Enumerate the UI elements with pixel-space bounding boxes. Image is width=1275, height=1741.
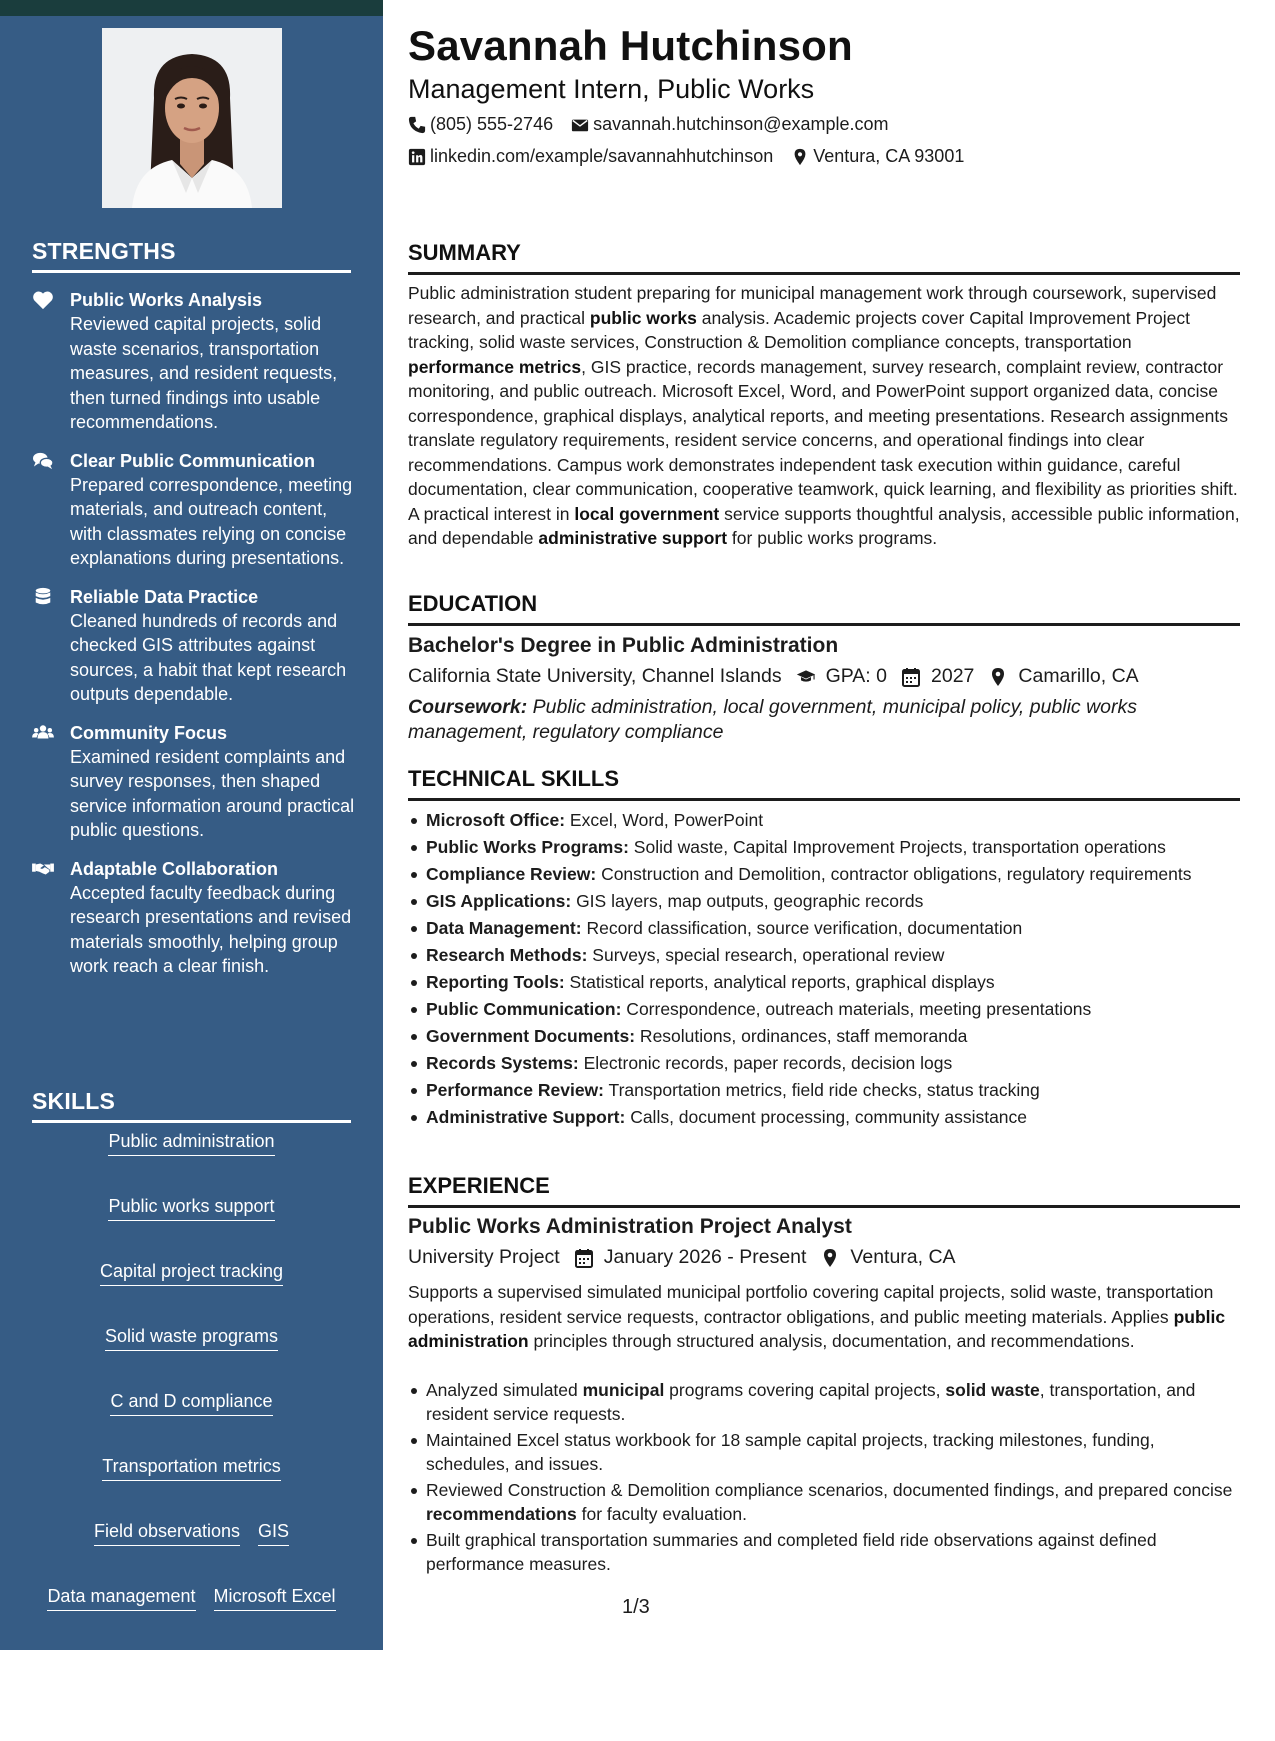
body-text: Maintained Excel status workbook for 18 sample capital projects, tracking milestones, funding, schedules, and issues.	[426, 1430, 1155, 1474]
envelope-icon	[571, 116, 589, 134]
emphasis-text: performance metrics	[408, 356, 582, 377]
technical-skill-item: Public Works Programs: Solid waste, Capital Improvement Projects, transportation operations	[408, 835, 1240, 859]
summary-heading: SUMMARY	[408, 240, 1240, 275]
technical-skill-item: Records Systems: Electronic records, paper records, decision logs	[408, 1051, 1240, 1075]
technical-skill-item: Performance Review: Transportation metrics, field ride checks, status tracking	[408, 1078, 1240, 1102]
emphasis-text: public works	[589, 307, 697, 328]
technical-skill-item: Research Methods: Surveys, special research, operational review	[408, 943, 1240, 967]
experience-intro	[408, 1280, 1240, 1354]
body-text: analysis. Academic projects cover Capital Improvement Project tracking, solid waste services, Construction & Demolition compliance concepts, transportation	[408, 307, 1190, 352]
map-marker-icon	[791, 148, 809, 166]
email-text: savannah.hutchinson@example.com	[593, 114, 889, 134]
strength-description: Cleaned hundreds of records and checked GIS attributes against sources, a habit that kept research outputs dependable.	[70, 610, 347, 704]
strength-description: Accepted faculty feedback during research presentations and revised materials smoothly, helping group work reach a clear finish.	[70, 882, 352, 976]
strength-item	[32, 585, 357, 707]
strength-description: Examined resident complaints and survey responses, then shaped service information around practical public questions.	[70, 746, 355, 840]
gpa-text: GPA: 0	[825, 665, 887, 687]
degree-title: Bachelor's Degree in Public Administration	[408, 634, 839, 657]
phone-text: (805) 555-2746	[430, 114, 554, 134]
body-text: Analyzed simulated	[426, 1380, 583, 1400]
skill-tag: Capital project tracking	[100, 1259, 283, 1286]
strengths-list	[32, 288, 357, 993]
handshake-icon	[32, 859, 54, 879]
technical-skill-item: Data Management: Record classification, source verification, documentation	[408, 916, 1240, 940]
emphasis-text: recommendations	[426, 1504, 577, 1524]
map-marker-icon	[820, 1248, 840, 1268]
job-location: Ventura, CA	[850, 1246, 956, 1268]
technical-skill-item: GIS Applications: GIS layers, map outputs, geographic records	[408, 889, 1240, 913]
calendar-icon	[574, 1248, 594, 1268]
skill-tag: Public works support	[108, 1194, 274, 1221]
phone-icon	[408, 116, 426, 134]
body-text: Public administration student preparing for municipal management work through coursework, supervised research, and practical	[408, 283, 1217, 328]
skill-tag: Data management	[47, 1584, 195, 1611]
strength-item	[32, 288, 357, 435]
skill-tag: Analytical reports	[48, 1649, 186, 1676]
experience-bullet	[408, 1428, 1240, 1476]
technical-skill-item: Microsoft Office: Excel, Word, PowerPoint	[408, 808, 1240, 832]
strength-item	[32, 857, 357, 979]
emphasis-text: public administration	[408, 1306, 1226, 1351]
contact-row-1	[408, 114, 907, 135]
contact-row-2	[408, 146, 982, 167]
strengths-heading: STRENGTHS	[32, 238, 351, 273]
database-icon	[32, 587, 54, 607]
technical-skills-list	[408, 808, 1240, 1132]
technical-skill-item: Public Communication: Correspondence, outreach materials, meeting presentations	[408, 997, 1240, 1021]
graduation-year: 2027	[931, 665, 975, 687]
skills-heading: SKILLS	[32, 1088, 351, 1123]
location-text: Ventura, CA 93001	[813, 146, 965, 166]
strength-title: Community Focus	[70, 722, 228, 743]
linkedin-text: linkedin.com/example/savannahhutchinson	[430, 146, 774, 166]
candidate-name: Savannah Hutchinson	[408, 22, 853, 69]
technical-skills-heading: TECHNICAL SKILLS	[408, 766, 1240, 801]
profile-photo	[102, 28, 282, 208]
strength-title: Reliable Data Practice	[70, 586, 259, 607]
education-location: Camarillo, CA	[1018, 665, 1139, 687]
body-text: principles through structured analysis, documentation, and recommendations.	[528, 1331, 1135, 1351]
page-number: 1/3	[622, 1596, 650, 1618]
emphasis-text: administrative support	[538, 528, 728, 548]
linkedin-icon	[408, 148, 426, 166]
technical-skill-item: Reporting Tools: Statistical reports, analytical reports, graphical displays	[408, 970, 1240, 994]
skill-tag: Microsoft Excel	[214, 1584, 336, 1611]
skill-tag: Survey research	[204, 1649, 335, 1676]
summary-text	[408, 281, 1240, 551]
skill-tag: GIS	[258, 1519, 289, 1546]
body-text: programs covering capital projects,	[664, 1380, 946, 1400]
skill-tag: Field observations	[94, 1519, 240, 1546]
emphasis-text: municipal	[582, 1380, 665, 1400]
strength-item	[32, 721, 357, 843]
technical-skill-item: Government Documents: Resolutions, ordinances, staff memoranda	[408, 1024, 1240, 1048]
skill-tag: Public outreach	[129, 1714, 253, 1741]
education-heading: EDUCATION	[408, 591, 1240, 626]
body-text: Supports a supervised simulated municipal portfolio covering capital projects, solid waste, transportation operations, resident service requests, contractor obligations, and public meeting materials. Applies	[408, 1282, 1214, 1327]
experience-bullet	[408, 1528, 1240, 1576]
skill-tag: Solid waste programs	[105, 1324, 278, 1351]
heart-icon	[32, 290, 54, 310]
skills-cloud	[32, 1129, 351, 1741]
calendar-icon	[901, 667, 921, 687]
users-icon	[32, 723, 54, 743]
coursework	[408, 695, 1208, 744]
skill-tag: Transportation metrics	[102, 1454, 280, 1481]
skill-tag: Public administration	[108, 1129, 274, 1156]
experience-bullet	[408, 1478, 1240, 1526]
emphasis-text: solid waste	[945, 1380, 1040, 1400]
map-marker-icon	[988, 667, 1008, 687]
organization: University Project	[408, 1246, 560, 1268]
strength-title: Adaptable Collaboration	[70, 858, 279, 879]
technical-skill-item: Administrative Support: Calls, document processing, community assistance	[408, 1105, 1240, 1129]
profile-photo-illustration	[102, 28, 282, 208]
body-text: for public works programs.	[727, 528, 938, 548]
experience-heading: EXPERIENCE	[408, 1173, 1240, 1208]
body-text: service supports thoughtful analysis, accessible public information, and dependable	[408, 503, 1240, 548]
graduation-cap-icon	[796, 667, 816, 687]
experience-meta	[408, 1246, 970, 1269]
body-text: for faculty evaluation.	[576, 1504, 747, 1524]
experience-bullets	[408, 1378, 1240, 1578]
school-name: California State University, Channel Islands	[408, 665, 782, 687]
candidate-role: Management Intern, Public Works	[408, 74, 815, 104]
strength-title: Clear Public Communication	[70, 450, 316, 471]
strength-title: Public Works Analysis	[70, 290, 263, 310]
job-title: Public Works Administration Project Analyst	[408, 1215, 852, 1238]
body-text: , transportation, and resident service requests.	[426, 1380, 1196, 1424]
coursework-label: Coursework:	[408, 696, 528, 718]
body-text: , GIS practice, records management, survey research, complaint review, contractor monitoring, and public outreach. Microsoft Excel, Word, and PowerPoint support organized data, concise correspondence, graphical displays, analytical reports, and meeting presentations. Research assignments translate regulatory requirements, resident service concerns, and operational findings into clear recommendations. Campus work demonstrates independent task execution within guidance, careful documentation, clear communication, cooperative teamwork, quick learning, and flexibility as priorities shift. A practical interest in	[408, 356, 1238, 524]
body-text: Built graphical transportation summaries and completed field ride observations against defined performance measures.	[426, 1530, 1157, 1574]
strength-item	[32, 449, 357, 571]
experience-bullet	[408, 1378, 1240, 1426]
emphasis-text: local government	[574, 503, 720, 524]
sidebar-top-band	[0, 0, 383, 16]
skill-tag: C and D compliance	[110, 1389, 272, 1416]
job-dates: January 2026 - Present	[603, 1246, 807, 1268]
body-text: Reviewed Construction & Demolition compliance scenarios, documented findings, and prepared concise	[426, 1480, 1233, 1500]
coursework-text: Public administration, local government, municipal policy, public works management, regulatory compliance	[408, 696, 1138, 743]
strength-description: Reviewed capital projects, solid waste scenarios, transportation measures, and resident requests, then turned findings into usable recommendations.	[70, 314, 338, 432]
comments-icon	[32, 451, 54, 471]
strength-description: Prepared correspondence, meeting materials, and outreach content, with classmates relying on concise explanations during presentations.	[70, 474, 353, 568]
education-meta	[408, 665, 1153, 688]
technical-skill-item: Compliance Review: Construction and Demolition, contractor obligations, regulatory requirements	[408, 862, 1240, 886]
sidebar	[0, 0, 383, 1736]
